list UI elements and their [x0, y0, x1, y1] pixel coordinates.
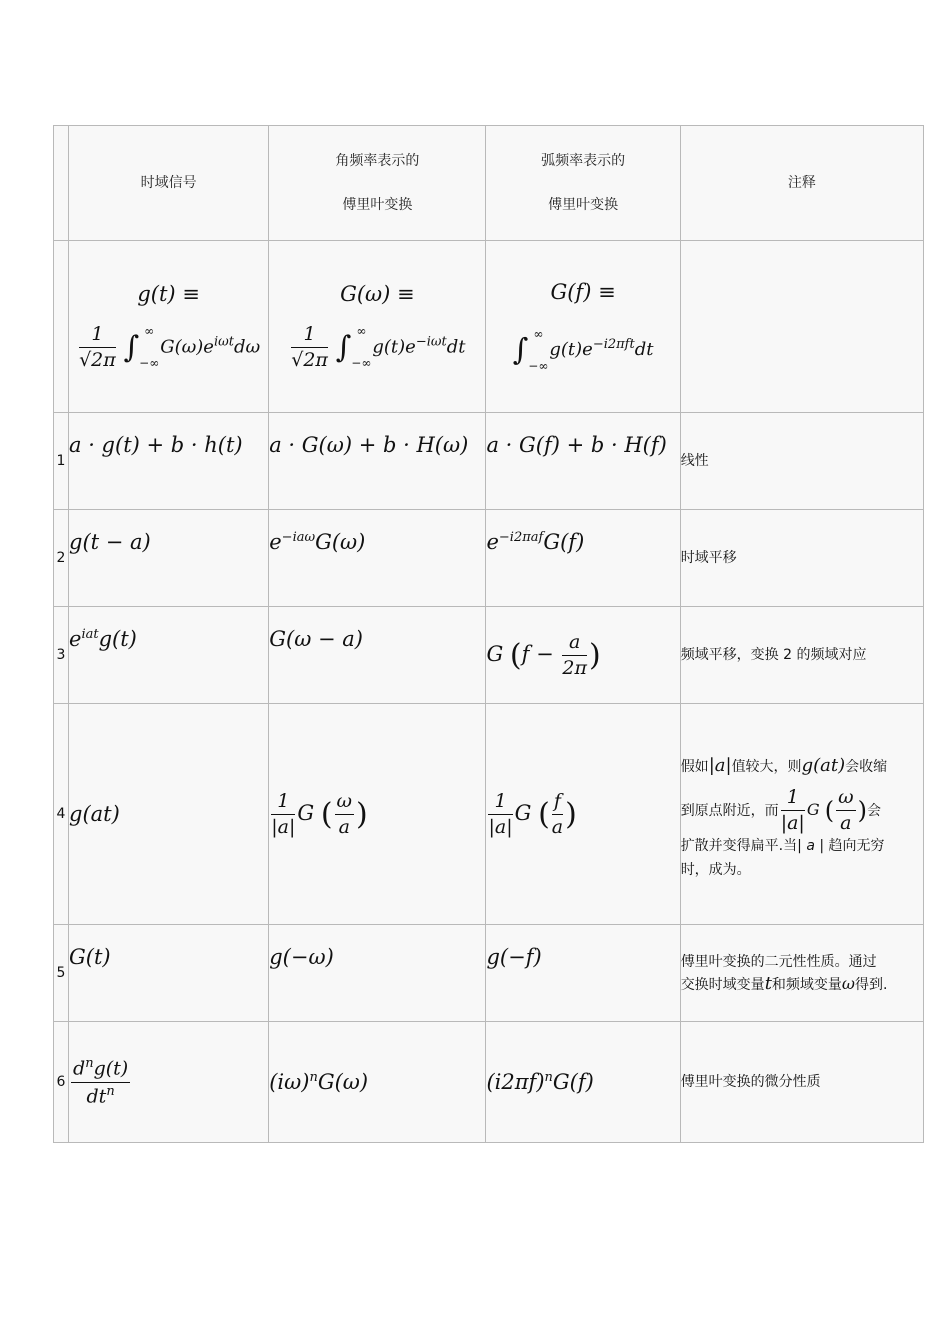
- angular-formula: $e^{-ia\omega}G(\omega)$: [269, 510, 486, 607]
- row-note: 假如|a|值较大，则g(at)会收缩 到原点附近，而 $\frac{1}{|a|}$ G ( $\frac{\omega}{a}$ )会 扩散并变得扁平.当| a | 趋向无穷 时，成为。: [680, 704, 923, 925]
- time-formula: $e^{iat}g(t)$: [69, 607, 269, 704]
- row-number: 2: [54, 510, 69, 607]
- header-angular-line2: 傅里叶变换: [342, 197, 413, 213]
- row-number: 4: [54, 704, 69, 925]
- row-number: 5: [54, 925, 69, 1022]
- definition-regular-formula: G(f) ≡ ∫ ∞ −∞ $g(t)e^{-i2\pi ft}dt$: [486, 241, 680, 413]
- header-angular-line1: 角频率表示的: [335, 153, 420, 169]
- header-regular-line2: 傅里叶变换: [548, 197, 619, 213]
- table-row: [54, 510, 924, 607]
- definition-note-cell: [680, 241, 923, 413]
- regular-formula: $e^{-i2\pi af}G(f)$: [486, 510, 680, 607]
- regular-formula: $\frac{1}{|a|}$ G ( $\frac{f}{a}$ ): [486, 704, 680, 925]
- header-row: [54, 126, 924, 241]
- row-number: 3: [54, 607, 69, 704]
- definition-index-cell: [54, 241, 69, 413]
- time-formula: g(at): [69, 704, 269, 925]
- row-note: 频域平移，变换 2 的频域对应: [680, 607, 923, 704]
- time-formula: g(t − a): [69, 510, 269, 607]
- header-notes: [680, 126, 923, 241]
- row-number: 6: [54, 1022, 69, 1143]
- regular-formula: G (f − $\frac{a}{2\pi}$ ): [486, 607, 680, 704]
- angular-formula: a · G(ω) + b · H(ω): [269, 413, 486, 510]
- angular-formula: $\frac{1}{|a|}$ G ( $\frac{\omega}{a}$ ): [269, 704, 486, 925]
- row-note: 傅里叶变换的二元性性质。通过 交换时域变量t和频域变量ω得到.: [680, 925, 923, 1022]
- header-notes-label: 注释: [787, 175, 816, 191]
- time-formula: $\frac{d^ng(t)}{dt^n}$: [69, 1022, 269, 1143]
- row-note: 线性: [680, 413, 923, 510]
- angular-formula: G(ω − a): [269, 607, 486, 704]
- row-note: 时域平移: [680, 510, 923, 607]
- header-time-signal-label: 时域信号: [140, 175, 197, 191]
- table-row: [54, 925, 924, 1022]
- regular-formula: g(−f): [486, 925, 680, 1022]
- fourier-transform-table: [53, 125, 924, 1143]
- regular-formula: a · G(f) + b · H(f): [486, 413, 680, 510]
- row-note: 傅里叶变换的微分性质: [680, 1022, 923, 1143]
- row-number: 1: [54, 413, 69, 510]
- header-index-cell: [54, 126, 69, 241]
- angular-formula: $(i\omega)^nG(\omega)$: [269, 1022, 486, 1143]
- definition-time-formula: g(t) ≡ $\frac{1}{√2\pi}$ ∫ ∞ −∞ $G(\omega)e^{i\omega t}d\omega$: [69, 241, 269, 413]
- header-regular-line1: 弧频率表示的: [541, 153, 626, 169]
- table-row: [54, 704, 924, 925]
- time-formula: a · g(t) + b · h(t): [69, 413, 269, 510]
- header-angular-frequency: [269, 126, 486, 241]
- regular-formula: $(i2\pi f)^nG(f)$: [486, 1022, 680, 1143]
- header-time-signal: [69, 126, 269, 241]
- time-formula: G(t): [69, 925, 269, 1022]
- table-row: [54, 1022, 924, 1143]
- definition-angular-formula: G(ω) ≡ $\frac{1}{√2\pi}$ ∫ ∞ −∞ $g(t)e^{-i\omega t}dt$: [269, 241, 486, 413]
- table-row: [54, 607, 924, 704]
- header-regular-frequency: [486, 126, 680, 241]
- definition-row: [54, 241, 924, 413]
- angular-formula: g(−ω): [269, 925, 486, 1022]
- table-row: [54, 413, 924, 510]
